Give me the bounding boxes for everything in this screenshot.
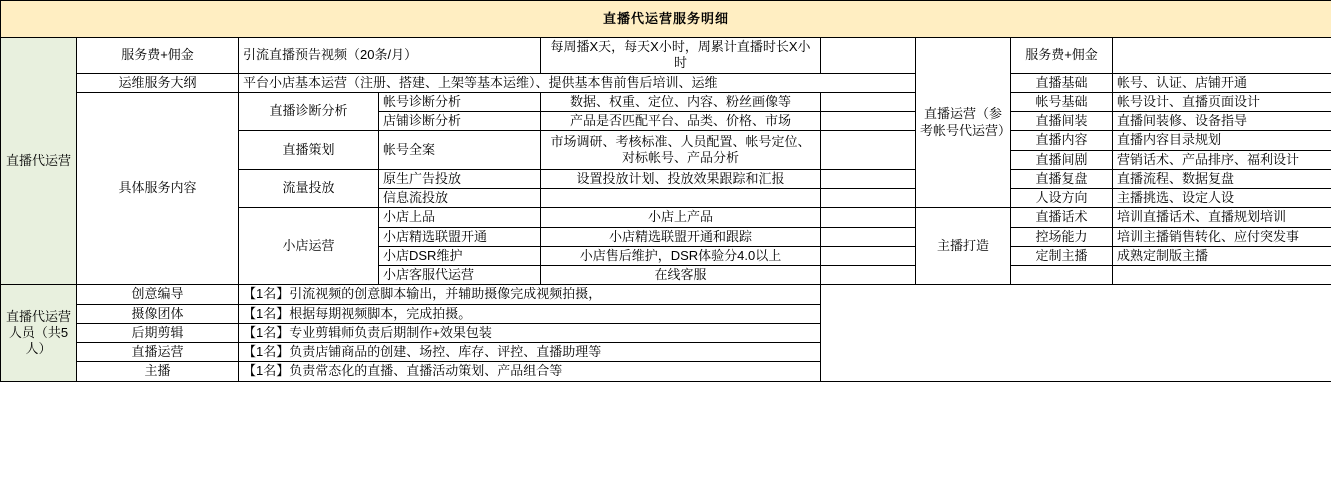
cell-studio-decoration: 直播间装 xyxy=(1011,112,1113,131)
cell-live-schedule: 每周播X天，每天X小时，周累计直播时长X小时 xyxy=(541,38,821,74)
cell-shop-listing-desc: 小店上产品 xyxy=(541,208,821,227)
cell-shop-listing: 小店上品 xyxy=(379,208,541,227)
cell-planning-label: 直播策划 xyxy=(239,131,379,170)
cell-staff-role: 摄像团体 xyxy=(77,304,239,323)
cell-shop-diagnosis-desc: 产品是否匹配平台、品类、价格、市场 xyxy=(541,112,821,131)
cell-maintenance-label: 运维服务大纲 xyxy=(77,73,239,92)
cell-empty xyxy=(821,169,916,188)
cell-staff-role: 主播 xyxy=(77,362,239,381)
cell-empty xyxy=(1011,266,1113,285)
cell-empty xyxy=(821,266,916,285)
cell-traffic-label: 流量投放 xyxy=(239,169,379,208)
cell-persona-direction: 人设方向 xyxy=(1011,189,1113,208)
cell-dsr-maintenance-desc: 小店售后维护，DSR体验分4.0以上 xyxy=(541,246,821,265)
cell-studio-decoration-desc: 直播间装修、设备指导 xyxy=(1113,112,1331,131)
row-header-staff: 直播代运营人员（共5人） xyxy=(1,285,77,381)
cell-account-basic-desc: 帐号设计、直播页面设计 xyxy=(1113,92,1331,111)
cell-customer-service-desc: 在线客服 xyxy=(541,266,821,285)
cell-studio-script-desc: 营销话术、产品排序、福利设计 xyxy=(1113,150,1331,169)
cell-staff-desc: 【1名】负责店铺商品的创建、场控、库存、评控、直播助理等 xyxy=(239,343,821,362)
cell-staff-desc: 【1名】引流视频的创意脚本输出，并辅助摄像完成视频拍摄， xyxy=(239,285,821,304)
cell-account-full-plan: 帐号全案 xyxy=(379,131,541,170)
cell-studio-script: 直播间剧 xyxy=(1011,150,1113,169)
cell-service-content-label: 具体服务内容 xyxy=(77,92,239,285)
cell-empty xyxy=(821,131,916,170)
cell-empty xyxy=(541,189,821,208)
cell-live-basic-desc: 帐号、认证、店铺开通 xyxy=(1113,73,1331,92)
cell-maintenance-desc: 平台小店基本运营（注册、搭建、上架等基本运维）、提供基本售前售后培训、运维 xyxy=(239,73,916,92)
cell-right-fee-label: 服务费+佣金 xyxy=(1011,38,1113,74)
cell-shop-operation-label: 小店运营 xyxy=(239,208,379,285)
cell-account-diagnosis-desc: 数据、权重、定位、内容、粉丝画像等 xyxy=(541,92,821,111)
cell-live-basic: 直播基础 xyxy=(1011,73,1113,92)
cell-union-open: 小店精选联盟开通 xyxy=(379,227,541,246)
cell-account-diagnosis: 帐号诊断分析 xyxy=(379,92,541,111)
cell-staff-role: 创意编导 xyxy=(77,285,239,304)
cell-empty xyxy=(821,227,916,246)
cell-staff-role: 后期剪辑 xyxy=(77,323,239,342)
cell-empty xyxy=(821,208,916,227)
cell-empty xyxy=(821,38,916,74)
cell-preview-video: 引流直播预告视频（20条/月） xyxy=(239,38,541,74)
cell-fee-label: 服务费+佣金 xyxy=(77,38,239,74)
cell-staff-role: 直播运营 xyxy=(77,343,239,362)
cell-empty xyxy=(821,285,1331,381)
cell-account-full-plan-desc: 市场调研、考核标准、人员配置、帐号定位、对标帐号、产品分析 xyxy=(541,131,821,170)
cell-live-speech-desc: 培训直播话术、直播规划培训 xyxy=(1113,208,1331,227)
cell-diagnosis-label: 直播诊断分析 xyxy=(239,92,379,131)
cell-custom-anchor: 定制主播 xyxy=(1011,246,1113,265)
cell-empty xyxy=(821,92,916,111)
table-row xyxy=(1,38,1331,74)
cell-shop-diagnosis: 店铺诊断分析 xyxy=(379,112,541,131)
cell-native-ads-desc: 设置投放计划、投放效果跟踪和汇报 xyxy=(541,169,821,188)
cell-empty xyxy=(1113,38,1331,74)
cell-control-ability: 控场能力 xyxy=(1011,227,1113,246)
cell-live-review-desc: 直播流程、数据复盘 xyxy=(1113,169,1331,188)
cell-live-operation-group: 直播运营（参考帐号代运营） xyxy=(916,38,1011,208)
staff-row xyxy=(1,285,1331,304)
cell-control-ability-desc: 培训主播销售转化、应付突发事 xyxy=(1113,227,1331,246)
cell-live-content-desc: 直播内容目录规划 xyxy=(1113,131,1331,150)
cell-customer-service: 小店客服代运营 xyxy=(379,266,541,285)
page-title: 直播代运营服务明细 xyxy=(1,1,1331,38)
cell-staff-desc: 【1名】根据每期视频脚本，完成拍摄。 xyxy=(239,304,821,323)
cell-empty xyxy=(1113,266,1331,285)
cell-live-review: 直播复盘 xyxy=(1011,169,1113,188)
cell-native-ads: 原生广告投放 xyxy=(379,169,541,188)
cell-staff-desc: 【1名】专业剪辑师负责后期制作+效果包装 xyxy=(239,323,821,342)
cell-empty xyxy=(821,112,916,131)
cell-feed-ads: 信息流投放 xyxy=(379,189,541,208)
cell-live-speech: 直播话术 xyxy=(1011,208,1113,227)
cell-empty xyxy=(821,246,916,265)
title-row xyxy=(1,1,1331,38)
cell-staff-desc: 【1名】负责常态化的直播、直播活动策划、产品组合等 xyxy=(239,362,821,381)
row-header-service: 直播代运营 xyxy=(1,38,77,285)
cell-union-open-desc: 小店精选联盟开通和跟踪 xyxy=(541,227,821,246)
cell-custom-anchor-desc: 成熟定制版主播 xyxy=(1113,246,1331,265)
cell-persona-direction-desc: 主播挑选、设定人设 xyxy=(1113,189,1331,208)
cell-live-content: 直播内容 xyxy=(1011,131,1113,150)
cell-empty xyxy=(821,189,916,208)
cell-anchor-group: 主播打造 xyxy=(916,208,1011,285)
cell-account-basic: 帐号基础 xyxy=(1011,92,1113,111)
table-row xyxy=(1,73,1331,92)
cell-dsr-maintenance: 小店DSR维护 xyxy=(379,246,541,265)
table-row xyxy=(1,92,1331,111)
